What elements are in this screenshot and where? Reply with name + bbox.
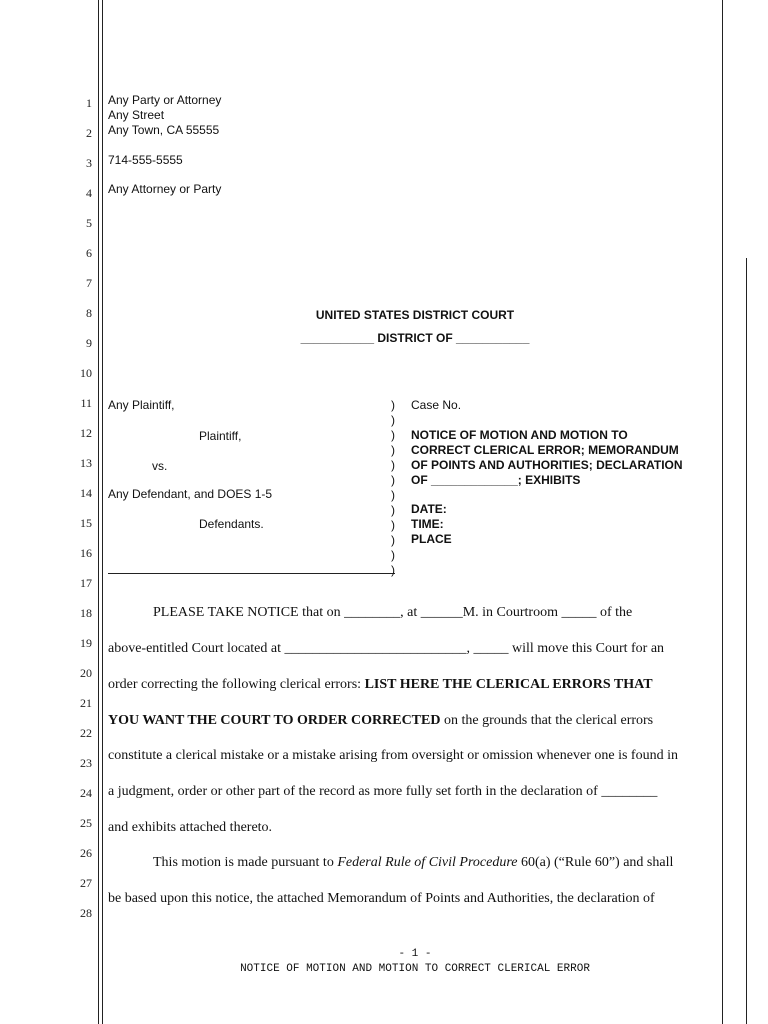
line-number: 25 (80, 816, 92, 830)
body-emphasis: LIST HERE THE CLERICAL ERRORS THAT (364, 677, 653, 692)
line-number: 20 (80, 666, 92, 680)
plaintiff-role: Plaintiff, (199, 429, 242, 443)
line-number: 2 (86, 126, 92, 140)
line-number: 19 (80, 636, 92, 650)
right-edge-rule (746, 258, 747, 1024)
line-number: 22 (80, 726, 92, 740)
attorney-name: Any Party or Attorney (108, 93, 222, 107)
line-number: 12 (80, 426, 92, 440)
body-text: This motion is made pursuant to (153, 855, 338, 870)
defendant-role: Defendants. (199, 517, 264, 531)
line-number: 18 (80, 606, 92, 620)
line-number: 7 (86, 276, 92, 290)
page-number: - 1 - (398, 948, 432, 960)
line-number: 28 (80, 906, 92, 920)
line-number: 16 (80, 546, 92, 560)
body-line: a judgment, order or other part of the record as more fully set forth in the declaration of ________ (108, 784, 658, 799)
line-number: 17 (80, 576, 92, 590)
body-line: be based upon this notice, the attached Memorandum of Points and Authorities, the declaration of (108, 891, 655, 906)
line-number: 11 (80, 396, 92, 410)
attorney-for: Any Attorney or Party (108, 182, 222, 196)
defendant-name: Any Defendant, and DOES 1-5 (108, 487, 273, 501)
line-number: 14 (80, 486, 92, 500)
line-number: 21 (80, 696, 92, 710)
document-title-line: NOTICE OF MOTION AND MOTION TO (411, 428, 628, 442)
versus-label: vs. (152, 459, 168, 473)
court-district: ___________ DISTRICT OF ___________ (300, 331, 530, 345)
body-line (108, 677, 653, 693)
plaintiff-name: Any Plaintiff, (108, 398, 175, 412)
document-title-line: OF _____________; EXHIBITS (411, 473, 581, 487)
body-text: on the grounds that the clerical errors (440, 713, 654, 728)
line-number: 13 (80, 456, 92, 470)
body-line: above-entitled Court located at __________________________, _____ will move this Court for an (108, 641, 665, 656)
line-number: 26 (80, 846, 92, 860)
left-margin-rule-outer (98, 0, 99, 1024)
case-number-label: Case No. (411, 398, 462, 412)
body-text: 60(a) (“Rule 60”) and shall (517, 855, 674, 870)
line-number: 1 (86, 96, 92, 110)
right-margin-rule (722, 0, 723, 1024)
line-number: 23 (80, 756, 92, 770)
body-emphasis: YOU WANT THE COURT TO ORDER CORRECTED (108, 713, 441, 728)
attorney-phone: 714-555-5555 (108, 153, 183, 167)
line-number: 10 (80, 366, 92, 380)
caption-underline (108, 573, 395, 574)
hearing-date-label: DATE: (411, 502, 447, 516)
body-line (108, 713, 653, 729)
body-text: order correcting the following clerical errors: (108, 677, 365, 692)
line-number: 15 (80, 516, 92, 530)
body-line: constitute a clerical mistake or a mistake arising from oversight or omission whenever one is found in (108, 748, 678, 763)
line-number: 24 (80, 786, 92, 800)
body-line: PLEASE TAKE NOTICE that on ________, at ______M. in Courtroom _____ of the (153, 605, 633, 620)
line-number: 6 (86, 246, 92, 260)
court-name: UNITED STATES DISTRICT COURT (315, 308, 515, 322)
line-number: 5 (86, 216, 92, 230)
rule-citation: Federal Rule of Civil Procedure (337, 855, 518, 870)
footer-title: NOTICE OF MOTION AND MOTION TO CORRECT CLERICAL ERROR (240, 963, 590, 975)
hearing-time-label: TIME: (411, 517, 444, 531)
line-number: 4 (86, 186, 92, 200)
body-line: and exhibits attached thereto. (108, 820, 273, 835)
line-number: 8 (86, 306, 92, 320)
attorney-city: Any Town, CA 55555 (108, 123, 220, 137)
attorney-street: Any Street (108, 108, 165, 122)
line-number: 9 (86, 336, 92, 350)
line-number: 3 (86, 156, 92, 170)
body-line (153, 855, 673, 871)
hearing-place-label: PLACE (411, 532, 452, 546)
document-title-line: CORRECT CLERICAL ERROR; MEMORANDUM (411, 443, 679, 457)
document-title-line: OF POINTS AND AUTHORITIES; DECLARATION (411, 458, 683, 472)
left-margin-rule-inner (102, 0, 103, 1024)
line-number: 27 (80, 876, 92, 890)
